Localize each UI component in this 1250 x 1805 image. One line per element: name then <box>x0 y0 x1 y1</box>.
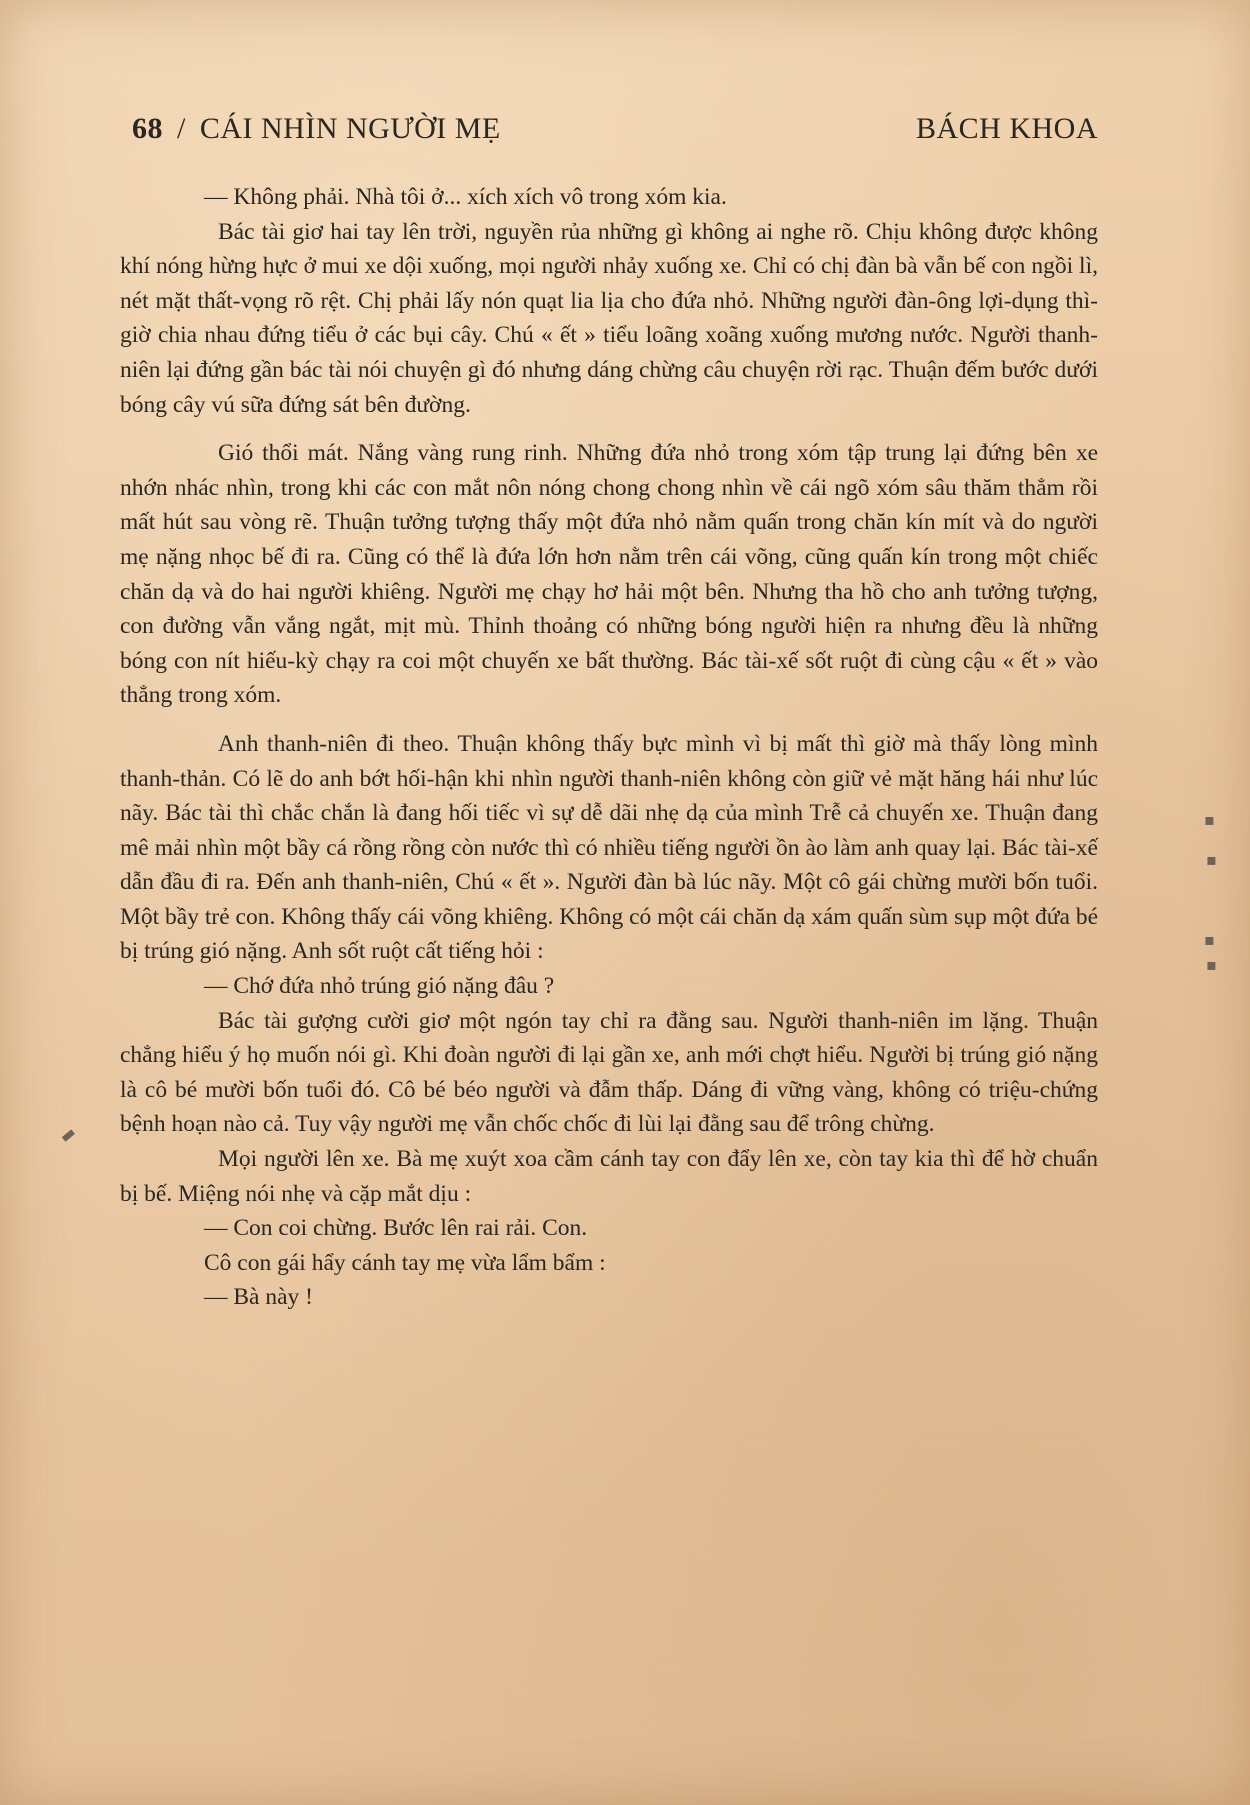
chapter-title: CÁI NHÌN NGƯỜI MẸ <box>199 112 501 145</box>
margin-mark: ▪ <box>1204 810 1215 829</box>
paragraph: — Chớ đứa nhỏ trúng gió nặng đâu ? <box>204 973 555 1000</box>
margin-mark: ▪ <box>1206 850 1217 869</box>
margin-mark: ▪ <box>1206 955 1217 974</box>
paragraph: Mọi người lên xe. Bà mẹ xuýt xoa cầm cánh tay con đẩy lên xe, còn tay kia thì để hờ chuẩn bị bế. Miệng nói nhẹ và cặp mắt dịu : <box>120 1146 1098 1207</box>
margin-mark: ▬ <box>55 1122 80 1147</box>
article-body <box>120 180 1098 1315</box>
margin-mark: ▪ <box>1204 930 1215 949</box>
page-header <box>132 112 1098 158</box>
paragraph: Gió thổi mát. Nắng vàng rung rinh. Những đứa nhỏ trong xóm tập trung lại đứng bên xe nhớn nhác nhìn, trong khi các con mắt nôn nóng chong chong nhìn về cái ngõ xóm sâu thăm thẳm rồi mất hút sau vòng rẽ. Thuận tưởng tượng thấy một đứa nhỏ nằm quấn trong chăn kín mít và do người mẹ nặng nhọc bế đi ra. Cũng có thể là đứa lớn hơn nằm trên cái võng, cũng quấn kín trong một chiếc chăn dạ và do hai người khiêng. Người mẹ chạy hơ hải một bên. Nhưng tha hồ cho anh tưởng tượng, con đường vẫn vắng ngắt, mịt mù. Thỉnh thoảng có những bóng người hiện ra nhưng đều là những bóng con nít hiếu-kỳ chạy ra coi một chuyến xe bất thường. Bác tài-xế sốt ruột đi cùng cậu « ết » vào thẳng trong xóm. <box>120 440 1098 709</box>
paragraph: — Không phải. Nhà tôi ở... xích xích vô trong xóm kia. <box>204 184 727 210</box>
paragraph: Cô con gái hẩy cánh tay mẹ vừa lẩm bẩm : <box>204 1249 606 1276</box>
paragraph: — Con coi chừng. Bước lên rai rải. Con. <box>204 1215 588 1242</box>
paragraph: Bác tài gượng cười giơ một ngón tay chỉ ra đằng sau. Người thanh-niên im lặng. Thuận chẳng hiểu ý họ muốn nói gì. Khi đoàn người đi lại gần xe, anh mới chợt hiểu. Người bị trúng gió nặng là cô bé mười bốn tuổi đó. Cô bé béo người và đẫm thấp. Dáng đi vững vàng, không có triệu-chứng bệnh hoạn nào cả. Tuy vậy người mẹ vẫn chốc chốc đi lùi lại đằng sau để trông chừng. <box>120 1007 1098 1138</box>
publication-name: BÁCH KHOA <box>915 112 1098 145</box>
paragraph: — Bà này ! <box>204 1284 313 1311</box>
header-left <box>132 112 507 146</box>
paragraph: Bác tài giơ hai tay lên trời, nguyền rủa những gì không ai nghe rõ. Chịu không được không khí nóng hừng hực ở mui xe dội xuống, mọi người nhảy xuống xe. Chỉ có chị đàn bà vẫn bế con ngồi lì, nét mặt thất-vọng rõ rệt. Chị phải lấy nón quạt lia lịa cho đứa nhỏ. Những người đàn-ông lợi-dụng thì-giờ chia nhau đứng tiểu ở các bụi cây. Chú « ết » tiểu loãng xoãng xuống mương nước. Người thanh-niên lại đứng gần bác tài nói chuyện gì đó nhưng dáng chừng câu chuyện rời rạc. Thuận đếm bước dưới bóng cây vú sữa đứng sát bên đường. <box>120 218 1098 418</box>
paragraph: Anh thanh-niên đi theo. Thuận không thấy bực mình vì bị mất thì giờ mà thấy lòng mình thanh-thản. Có lẽ do anh bớt hối-hận khi nhìn người thanh-niên không còn giữ vẻ mặt hăng hái như lúc nãy. Bác tài thì chắc chắn là đang hối tiếc vì sự dễ dãi nhẹ dạ của mình Trễ cả chuyến xe. Thuận đang mê mải nhìn một bầy cá rồng rồng còn nước thì có nhiều tiếng người ồn ào làm anh quay lại. Bác tài-xế dẫn đầu đi ra. Đến anh thanh-niên, Chú « ết ». Người đàn bà lúc nãy. Một cô gái chừng mười bốn tuổi. Một bầy trẻ con. Không thấy cái võng khiêng. Không có một cái chăn dạ xám quấn sùm sụp một đứa bé bị trúng gió nặng. Anh sốt ruột cất tiếng hỏi : <box>120 730 1098 965</box>
page-number: 68 <box>132 112 163 145</box>
header-separator: / <box>177 112 186 145</box>
